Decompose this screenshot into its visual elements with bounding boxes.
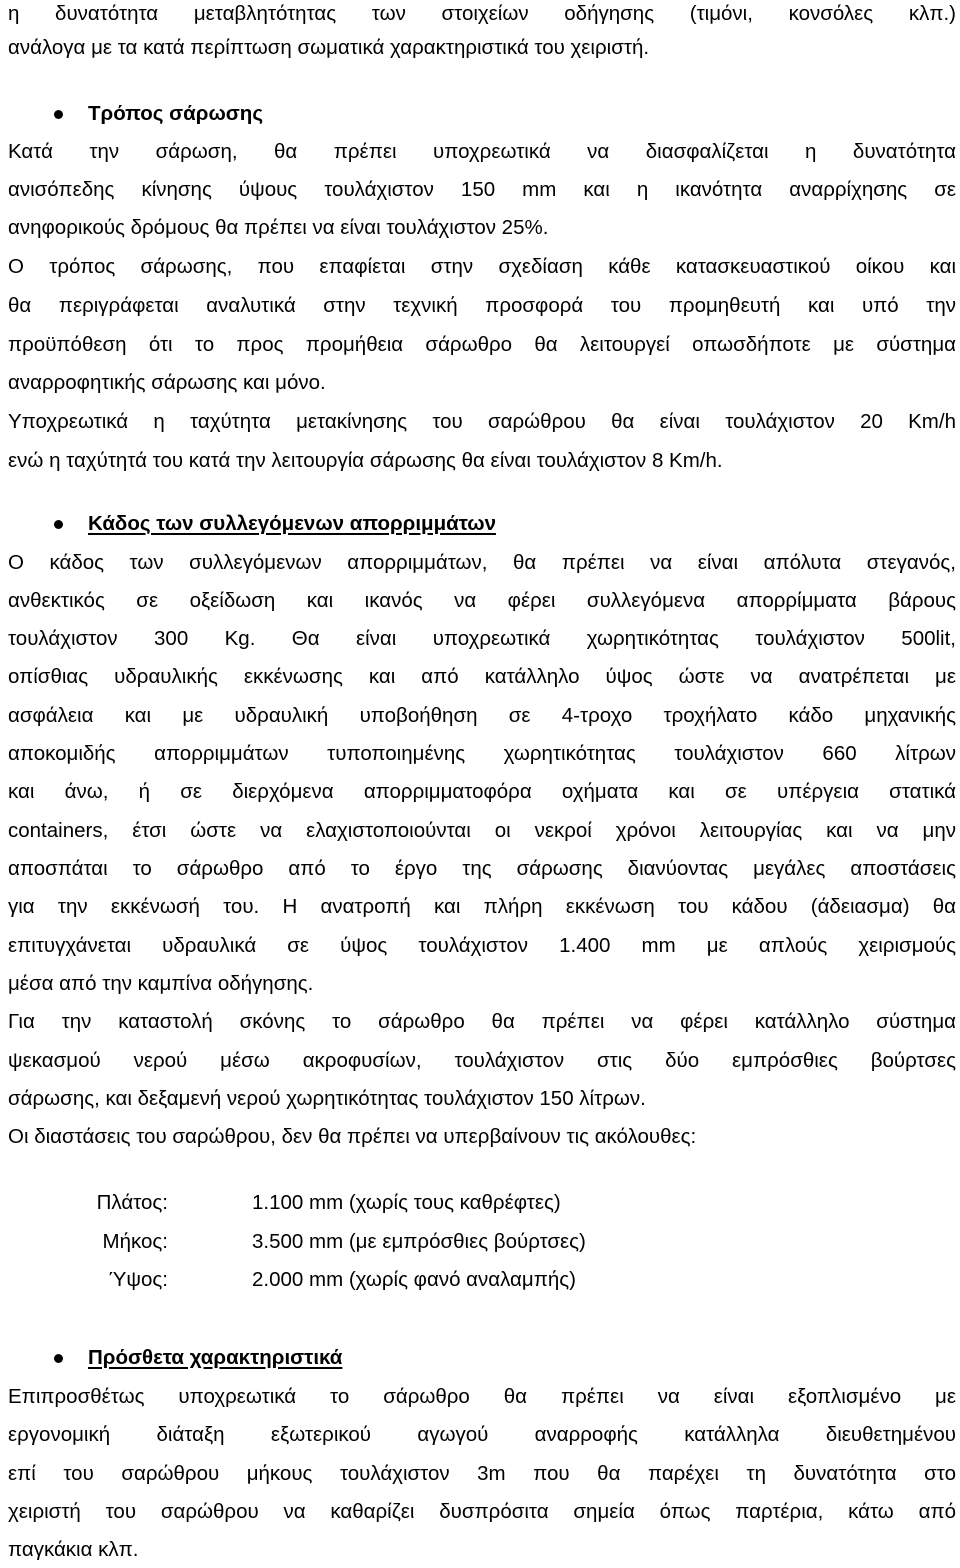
sweep-line-6: προϋπόθεση ότι το προς προμήθεια σάρωθρο θα λειτουργεί οπωσδήποτε με σύστημα bbox=[8, 333, 956, 356]
bin-line-16: Οι διαστάσεις του σαρώθρου, δεν θα πρέπει να υπερβαίνουν τις ακόλουθες: bbox=[8, 1125, 697, 1148]
dimension-value: 2.000 mm (χωρίς φανό αναλαμπής) bbox=[252, 1268, 576, 1291]
dimension-label: Μήκος: bbox=[102, 1230, 168, 1253]
extras-line-3: επί του σαρώθρου μήκους τουλάχιστον 3m που θα παρέχει τη δυνατότητα στο bbox=[8, 1462, 956, 1485]
sweep-line-9: ενώ η ταχύτητά του κατά την λειτουργία σάρωσης θα είναι τουλάχιστον 8 Km/h. bbox=[8, 449, 723, 472]
bin-line-5: ασφάλεια και με υδραυλική υποβοήθηση σε 4-τροχο τροχήλατο κάδο μηχανικής bbox=[8, 704, 956, 727]
extras-line-4: χειριστή του σαρώθρου να καθαρίζει δυσπρόσιτα σημεία όπως παρτέρια, κάτω από bbox=[8, 1500, 956, 1523]
bin-line-4: οπίσθιας υδραυλικής εκκένωσης και από κατάλληλο ύψος ώστε να ανατρέπεται με bbox=[8, 665, 956, 688]
extras-line-2: εργονομική διάταξη εξωτερικού αγωγού αναρροφής κατάλληλα διευθετημένου bbox=[8, 1423, 956, 1446]
bin-line-1: Ο κάδος των συλλεγόμενων απορριμμάτων, θα πρέπει να είναι απόλυτα στεγανός, bbox=[8, 551, 956, 574]
bin-line-10: για την εκκένωσή του. Η ανατροπή και πλήρη εκκένωση του κάδου (άδειασμα) θα bbox=[8, 895, 956, 918]
bullet-icon bbox=[54, 1354, 63, 1363]
extras-line-1: Επιπροσθέτως υποχρεωτικά το σάρωθρο θα πρέπει να είναι εξοπλισμένο με bbox=[8, 1385, 956, 1408]
sweep-line-4: Ο τρόπος σάρωσης, που επαφίεται στην σχεδίαση κάθε κατασκευαστικού οίκου και bbox=[8, 255, 956, 278]
sweep-line-8: Υποχρεωτικά η ταχύτητα μετακίνησης του σαρώθρου θα είναι τουλάχιστον 20 Km/h bbox=[8, 410, 956, 433]
sweep-line-2: ανισόπεδης κίνησης ύψους τουλάχιστον 150 mm και η ικανότητα αναρρίχησης σε bbox=[8, 178, 956, 201]
intro-line-1: η δυνατότητα μεταβλητότητας των στοιχείων οδήγησης (τιμόνι, κονσόλες κλπ.) bbox=[8, 2, 956, 25]
bin-line-12: μέσα από την καμπίνα οδήγησης. bbox=[8, 972, 314, 995]
bin-line-11: επιτυγχάνεται υδραυλικά σε ύψος τουλάχιστον 1.400 mm με απλούς χειρισμούς bbox=[8, 934, 956, 957]
intro-line-2: ανάλογα με τα κατά περίπτωση σωματικά χαρακτηριστικά του χειριστή. bbox=[8, 36, 650, 59]
dimension-label: Ύψος: bbox=[108, 1268, 168, 1291]
bin-line-3: τουλάχιστον 300 Kg. Θα είναι υποχρεωτικά χωρητικότητας τουλάχιστον 500lit, bbox=[8, 627, 956, 650]
sweep-line-1: Κατά την σάρωση, θα πρέπει υποχρεωτικά να διασφαλίζεται η δυνατότητα bbox=[8, 140, 956, 163]
bin-line-9: αποσπάται το σάρωθρο από το έργο της σάρωσης διανύοντας μεγάλες αποστάσεις bbox=[8, 857, 956, 880]
bin-line-7: και άνω, ή σε διερχόμενα απορριμματοφόρα οχήματα και σε υπέργεια στατικά bbox=[8, 780, 956, 803]
bin-line-13: Για την καταστολή σκόνης το σάρωθρο θα πρέπει να φέρει κατάλληλο σύστημα bbox=[8, 1010, 956, 1033]
bullet-icon bbox=[54, 110, 63, 119]
dimension-value: 1.100 mm (χωρίς τους καθρέφτες) bbox=[252, 1191, 561, 1214]
bin-line-8: containers, έτσι ώστε να ελαχιστοποιούνται οι νεκροί χρόνοι λειτουργίας και να μην bbox=[8, 819, 956, 842]
sweep-line-3: ανηφορικούς δρόμους θα πρέπει να είναι τουλάχιστον 25%. bbox=[8, 216, 549, 239]
bin-line-14: ψεκασμού νερού μέσω ακροφυσίων, τουλάχιστον στις δύο εμπρόσθιες βούρτσες bbox=[8, 1049, 956, 1072]
dimension-value: 3.500 mm (με εμπρόσθιες βούρτσες) bbox=[252, 1230, 586, 1253]
extras-line-5: παγκάκια κλπ. bbox=[8, 1538, 139, 1561]
bin-line-15: σάρωσης, και δεξαμενή νερού χωρητικότητας τουλάχιστον 150 λίτρων. bbox=[8, 1087, 646, 1110]
sweep-line-7: αναρροφητικής σάρωσης και μόνο. bbox=[8, 371, 326, 394]
bullet-icon bbox=[54, 520, 63, 529]
sweep-line-5: θα περιγράφεται αναλυτικά στην τεχνική προσφορά του προμηθευτή και υπό την bbox=[8, 294, 956, 317]
bin-line-2: ανθεκτικός σε οξείδωση και ικανός να φέρει συλλεγόμενα απορρίμματα βάρους bbox=[8, 589, 956, 612]
bin-line-6: αποκομιδής απορριμμάτων τυποποιημένης χωρητικότητας τουλάχιστον 660 λίτρων bbox=[8, 742, 956, 765]
dimension-label: Πλάτος: bbox=[96, 1191, 168, 1214]
